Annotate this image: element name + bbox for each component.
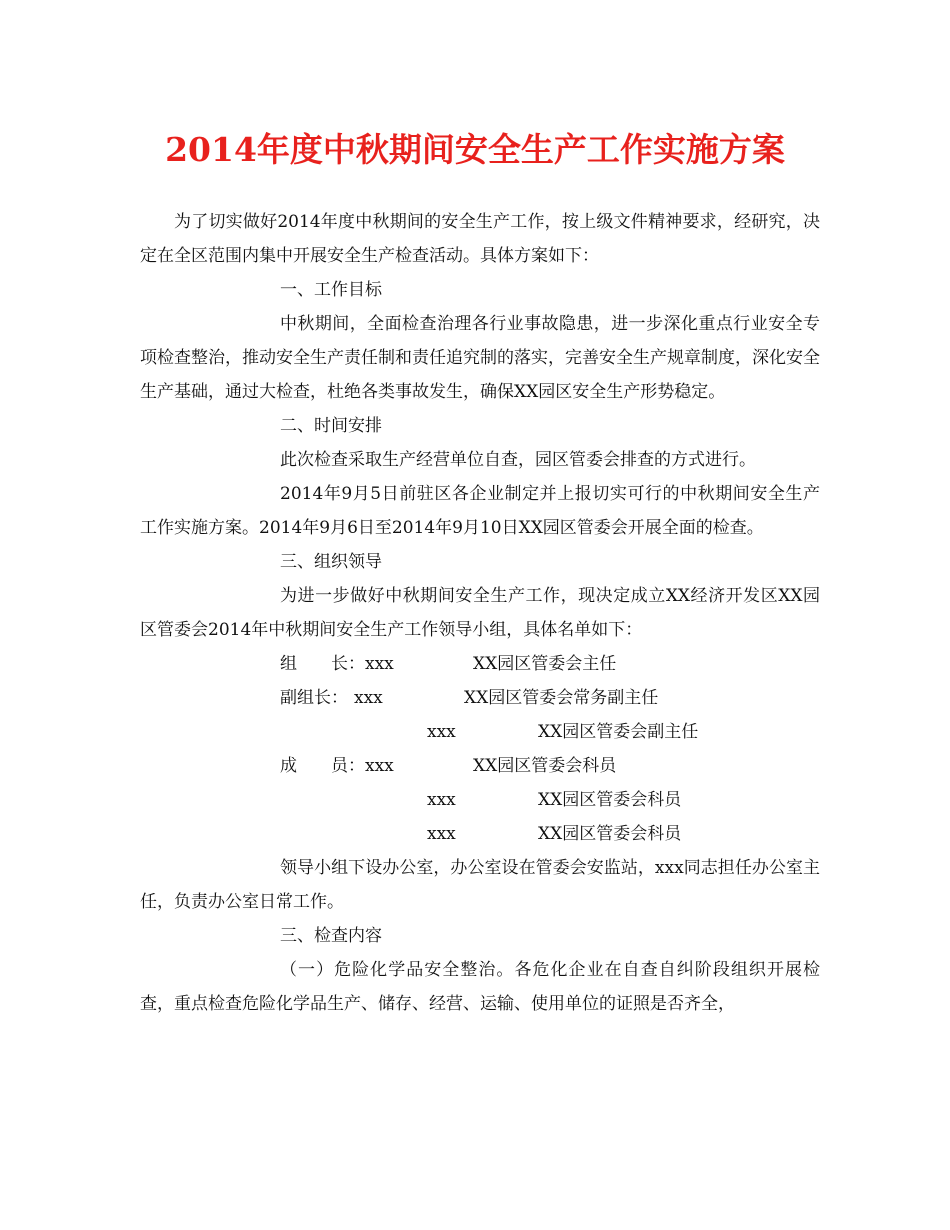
- roster-title: XX园区管委会科员: [538, 790, 682, 810]
- section-heading-leadership: 三、组织领导: [280, 552, 382, 572]
- goal-paragraph: 中秋期间，全面检查治理各行业事故隐患，进一步深化重点行业安全专项检查整治，推动安全生产责任制和责任追究制的落实，完善安全生产规章制度，深化安全生产基础，通过大检查，杜绝各类事故发生，确保XX园区安全生产形势稳定。: [140, 314, 820, 402]
- roster-row: [140, 681, 820, 715]
- roster-title: XX园区管委会副主任: [538, 722, 699, 742]
- roster-row: [140, 647, 820, 681]
- roster-title: XX园区管委会科员: [538, 824, 682, 844]
- intro-paragraph: 为了切实做好2014年度中秋期间的安全生产工作，按上级文件精神要求，经研究，决定在全区范围内集中开展安全生产检查活动。具体方案如下：: [140, 212, 820, 266]
- roster-name: xxx: [427, 722, 456, 742]
- roster-title: XX园区管委会常务副主任: [464, 688, 659, 708]
- roster-title: XX园区管委会主任: [473, 654, 617, 674]
- roster-name: xxx: [365, 756, 394, 776]
- roster-name: xxx: [427, 824, 456, 844]
- schedule-paragraph-1: 此次检查采取生产经营单位自查，园区管委会排查的方式进行。: [280, 450, 756, 470]
- roster-row: [140, 817, 820, 851]
- section-heading-inspection: 三、检查内容: [280, 926, 382, 946]
- roster-row: [140, 715, 820, 749]
- document-body: [140, 205, 820, 1021]
- document-title: 2014年度中秋期间安全生产工作实施方案: [165, 130, 785, 169]
- inspection-paragraph-1: （一）危险化学品安全整治。各危化企业在自查自纠阶段组织开展检查，重点检查危险化学品生产、储存、经营、运输、使用单位的证照是否齐全，: [140, 960, 820, 1014]
- leadership-paragraph-2: 领导小组下设办公室，办公室设在管委会安监站，xxx同志担任办公室主任，负责办公室日常工作。: [140, 858, 820, 912]
- roster-role: 副组长：: [280, 688, 348, 708]
- leadership-paragraph-1: 为进一步做好中秋期间安全生产工作，现决定成立XX经济开发区XX园区管委会2014年中秋期间安全生产工作领导小组，具体名单如下：: [140, 586, 820, 640]
- section-heading-goal: 一、工作目标: [280, 280, 382, 300]
- roster-name: xxx: [365, 654, 394, 674]
- roster-row: [140, 783, 820, 817]
- roster-role: 组 长：: [280, 654, 365, 674]
- roster-title: XX园区管委会科员: [473, 756, 617, 776]
- schedule-paragraph-2: 2014年9月5日前驻区各企业制定并上报切实可行的中秋期间安全生产工作实施方案。2014年9月6日至2014年9月10日XX园区管委会开展全面的检查。: [140, 484, 820, 538]
- roster-role: 成 员：: [280, 756, 365, 776]
- section-heading-schedule: 二、时间安排: [280, 416, 382, 436]
- roster-name: xxx: [427, 790, 456, 810]
- roster-row: [140, 749, 820, 783]
- roster-name: xxx: [354, 688, 383, 708]
